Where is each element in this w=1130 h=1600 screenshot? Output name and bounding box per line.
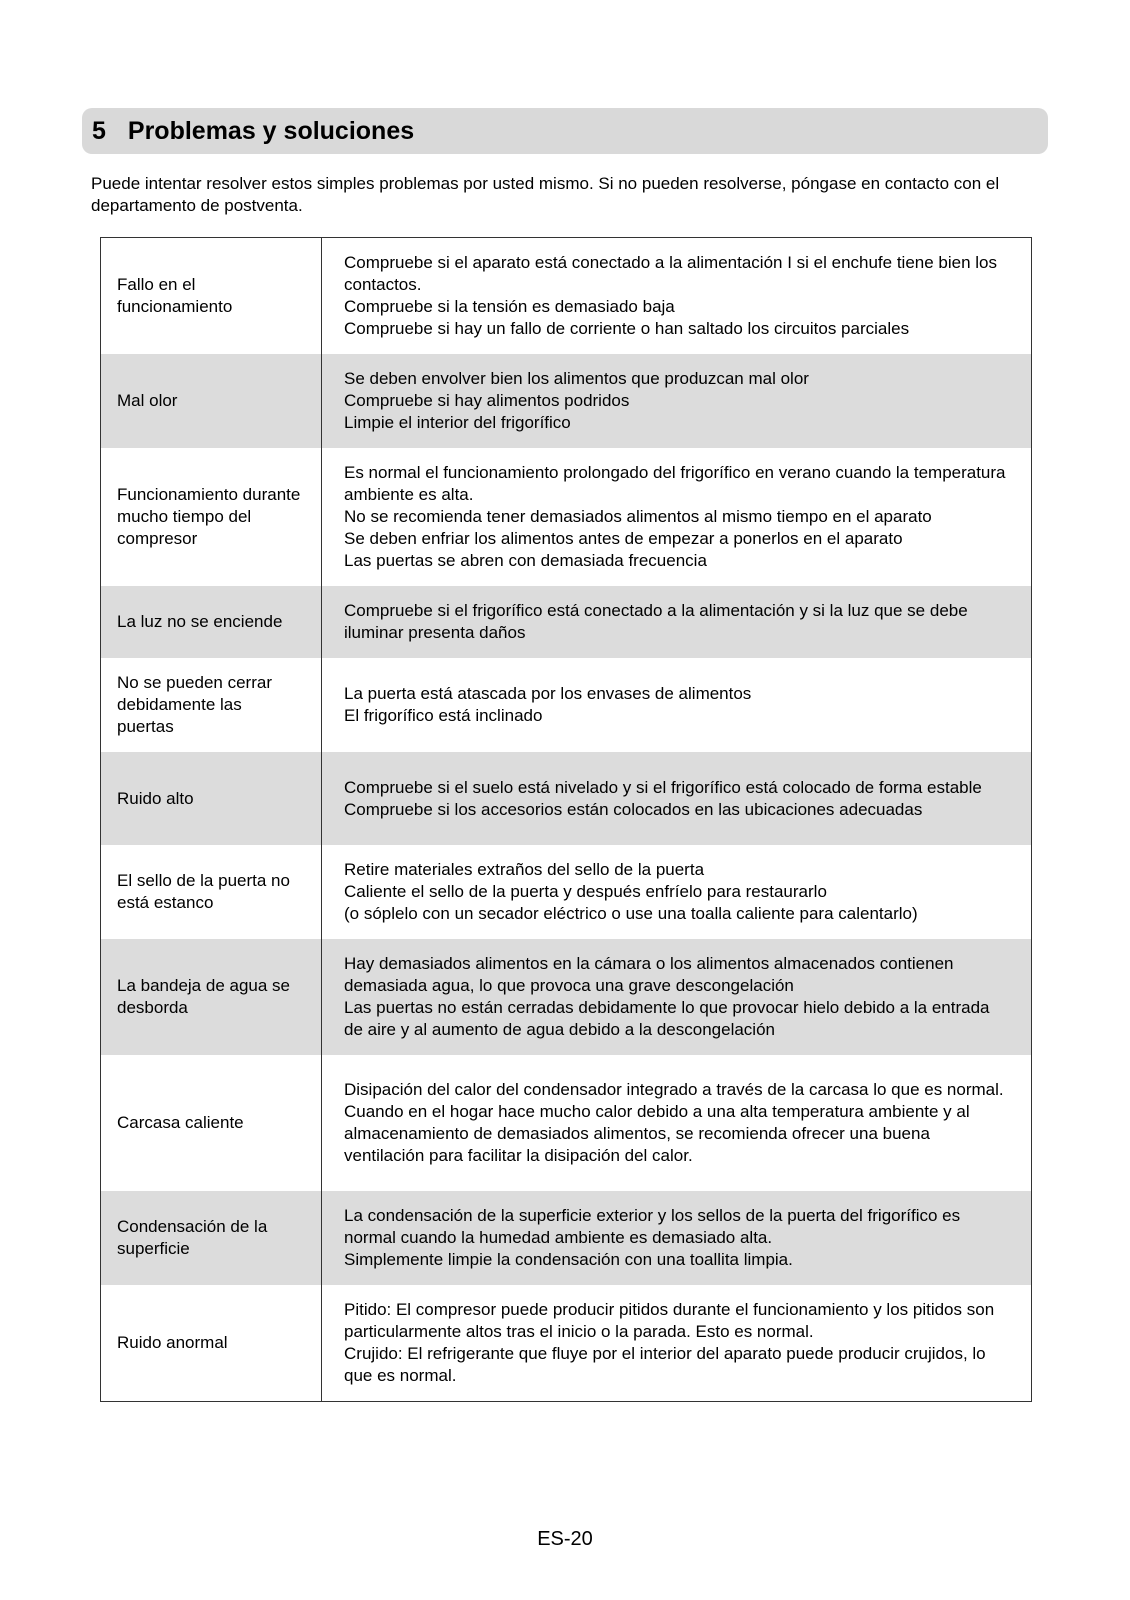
solution-line: La puerta está atascada por los envases de alimentos [344,684,752,703]
solution-line: Compruebe si los accesorios están colocados en las ubicaciones adecuadas [344,799,923,819]
solution-line: La condensación de la superficie exterior y los sellos de la puerta del frigorífico es normal cuando la humedad ambiente es demasiado alta. [344,1206,961,1247]
problem-cell: No se pueden cerrar debidamente las puertas [101,658,322,752]
solution-cell [322,238,1032,355]
table-row [101,1055,1032,1191]
problem-cell: Carcasa caliente [101,1055,322,1191]
solution-line: Caliente el sello de la puerta y después enfríelo para restaurarlo [344,882,827,901]
solution-cell [322,1191,1032,1285]
table-row [101,586,1032,658]
solution-line: Se deben enfriar los alimentos antes de empezar a ponerlos en el aparato [344,529,903,548]
solution-cell [322,1285,1032,1402]
solution-line: Limpie el interior del frigorífico [344,413,571,432]
problem-cell: Mal olor [101,354,322,448]
problem-cell: Ruido alto [101,752,322,845]
solution-line: Compruebe si la tensión es demasiado baja [344,297,675,316]
solution-line: Cuando en el hogar hace mucho calor debido a una alta temperatura ambiente y al almacenamiento de demasiados alimentos, se recomienda ofrecer una buena ventilación para facilitar la disipación del calor. [344,1102,970,1165]
problem-cell: Condensación de la superficie [101,1191,322,1285]
table-row [101,238,1032,355]
solution-line: Compruebe si hay alimentos podridos [344,391,630,410]
solution-line: Las puertas se abren con demasiada frecuencia [344,551,707,570]
solution-line: Compruebe si el aparato está conectado a la alimentación I si el enchufe tiene bien los contactos. [344,253,998,294]
solution-line: Disipación del calor del condensador integrado a través de la carcasa lo que es normal. [344,1080,1004,1099]
solution-line: Las puertas no están cerradas debidamente lo que provocar hielo debido a la entrada de aire y al aumento de agua debido a la descongelación [344,998,990,1039]
solution-cell [322,845,1032,939]
solution-cell [322,586,1032,658]
solution-line: Se deben envolver bien los alimentos que produzcan mal olor [344,369,809,388]
section-number: 5 [92,116,106,145]
problem-cell: Funcionamiento durante mucho tiempo del compresor [101,448,322,586]
solution-line: Compruebe si el suelo está nivelado y si el frigorífico está colocado de forma estable [344,777,982,797]
solution-line: No se recomienda tener demasiados alimentos al mismo tiempo en el aparato [344,507,932,526]
solution-line: El frigorífico está inclinado [344,706,543,725]
solution-line: Retire materiales extraños del sello de la puerta [344,860,705,879]
table-row [101,448,1032,586]
problem-cell: Ruido anormal [101,1285,322,1402]
solution-line: Crujido: El refrigerante que fluye por el interior del aparato puede producir crujidos, lo que es normal. [344,1344,986,1385]
problem-cell: El sello de la puerta no está estanco [101,845,322,939]
solution-cell [322,1055,1032,1191]
problem-cell: La luz no se enciende [101,586,322,658]
page-number: ES-20 [537,1528,593,1550]
intro-paragraph: Puede intentar resolver estos simples problemas por usted mismo. Si no pueden resolverse, póngase en contacto con el departamento de postventa. [91,174,1000,215]
solution-line: Compruebe si hay un fallo de corriente o han saltado los circuitos parciales [344,319,910,338]
solution-line: Compruebe si el frigorífico está conectado a la alimentación y si la luz que se debe iluminar presenta daños [344,601,968,642]
solution-line: Simplemente limpie la condensación con una toallita limpia. [344,1250,793,1269]
solution-cell [322,752,1032,845]
table-row [101,1285,1032,1402]
table-row [101,1191,1032,1285]
section-header [82,108,1048,154]
solution-line: Hay demasiados alimentos en la cámara o los alimentos almacenados contienen demasiada agua, lo que provoca una grave descongelación [344,954,954,995]
solution-cell [322,939,1032,1055]
solution-cell [322,448,1032,586]
table-row [101,752,1032,845]
solution-cell [322,354,1032,448]
solution-line: Es normal el funcionamiento prolongado del frigorífico en verano cuando la temperatura ambiente es alta. [344,463,1006,504]
table-row [101,939,1032,1055]
problem-cell: La bandeja de agua se desborda [101,939,322,1055]
solution-line: (o sóplelo con un secador eléctrico o use una toalla caliente para calentarlo) [344,904,918,923]
problem-cell: Fallo en el funcionamiento [101,238,322,355]
solution-line: Pitido: El compresor puede producir pitidos durante el funcionamiento y los pitidos son particularmente altos tras el inicio o la parada. Esto es normal. [344,1300,995,1341]
troubleshooting-table [100,237,1032,1402]
solution-cell [322,658,1032,752]
table-row [101,354,1032,448]
section-title: Problemas y soluciones [127,116,415,145]
table-row [101,845,1032,939]
table-row [101,658,1032,752]
